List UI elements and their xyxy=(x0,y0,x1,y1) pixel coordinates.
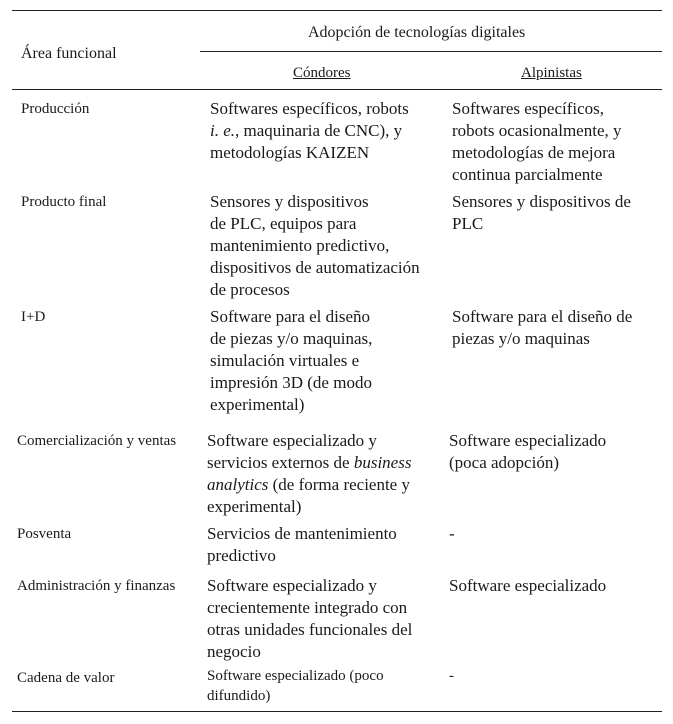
condores-cell-line: otras unidades funcionales del xyxy=(207,620,413,639)
header-bottom-rule xyxy=(12,89,662,90)
alpinistas-column-header: Alpinistas xyxy=(521,65,582,81)
condores-cell-line: negocio xyxy=(207,642,261,661)
top-rule xyxy=(12,10,662,11)
bottom-rule xyxy=(12,711,662,712)
alpinistas-cell-line: - xyxy=(449,668,454,684)
italic-term: analytics xyxy=(207,475,269,494)
italic-term: i. e. xyxy=(210,121,236,140)
text-segment: , maquinaria de CNC), y xyxy=(235,121,403,140)
condores-cell-line: crecientemente integrado con xyxy=(207,598,408,617)
condores-cell-line: Software especializado (poco xyxy=(207,668,384,684)
italic-term: business xyxy=(353,453,412,472)
condores-cell-line: difundido) xyxy=(207,688,271,704)
condores-cell-line: dispositivos de automatización xyxy=(210,258,420,277)
alpinistas-cell-line: (poca adopción) xyxy=(449,453,559,472)
condores-cell-line: Software para el diseño xyxy=(210,307,371,326)
alpinistas-cell-line: Sensores y dispositivos de xyxy=(452,192,631,211)
area-header: Área funcional xyxy=(21,45,117,62)
alpinistas-cell-line: PLC xyxy=(452,214,484,233)
condores-cell-line: predictivo xyxy=(207,546,276,565)
condores-cell-line: de PLC, equipos para xyxy=(210,214,357,233)
text-segment: servicios externos de xyxy=(207,453,354,472)
alpinistas-cell-line: Software especializado xyxy=(449,576,607,595)
condores-cell-line xyxy=(207,452,411,474)
alpinistas-cell-line: continua parcialmente xyxy=(452,165,603,184)
condores-cell-line: de piezas y/o maquinas, xyxy=(210,329,373,348)
condores-cell-line: mantenimiento predictivo, xyxy=(210,236,390,255)
condores-cell-line: Software especializado y xyxy=(207,431,377,450)
condores-cell-line: experimental) xyxy=(207,497,302,516)
adoption-group-header: Adopción de tecnologías digitales xyxy=(308,24,526,41)
alpinistas-cell-line: - xyxy=(449,524,455,543)
row-area-label: Cadena de valor xyxy=(17,670,115,686)
row-area-label: Producción xyxy=(21,101,90,117)
alpinistas-cell-line: Software para el diseño de xyxy=(452,307,633,326)
row-area-label: Comercialización y ventas xyxy=(17,433,177,449)
group-header-rule xyxy=(200,51,662,52)
row-area-label: Administración y finanzas xyxy=(17,578,176,594)
condores-cell-line: Softwares específicos, robots xyxy=(210,99,409,118)
condores-cell-line: metodologías KAIZEN xyxy=(210,143,370,162)
alpinistas-cell-line: piezas y/o maquinas xyxy=(452,329,590,348)
condores-cell-line: Servicios de mantenimiento xyxy=(207,524,397,543)
condores-cell-line: simulación virtuales e xyxy=(210,351,360,370)
condores-cell-line xyxy=(207,474,410,496)
condores-cell-line: Software especializado y xyxy=(207,576,377,595)
row-area-label: Producto final xyxy=(21,194,107,210)
condores-cell-line: impresión 3D (de modo xyxy=(210,373,372,392)
alpinistas-cell-line: Softwares específicos, xyxy=(452,99,605,118)
condores-cell-line: de procesos xyxy=(210,280,290,299)
condores-cell-line: Sensores y dispositivos xyxy=(210,192,369,211)
condores-cell-line xyxy=(210,120,402,142)
text-segment: (de forma reciente y xyxy=(268,475,410,494)
condores-column-header: Cóndores xyxy=(293,65,351,81)
alpinistas-cell-line: metodologías de mejora xyxy=(452,143,616,162)
alpinistas-cell-line: Software especializado xyxy=(449,431,607,450)
row-area-label: Posventa xyxy=(17,526,72,542)
row-area-label: I+D xyxy=(21,309,46,325)
alpinistas-cell-line: robots ocasionalmente, y xyxy=(452,121,622,140)
condores-cell-line: experimental) xyxy=(210,395,305,414)
